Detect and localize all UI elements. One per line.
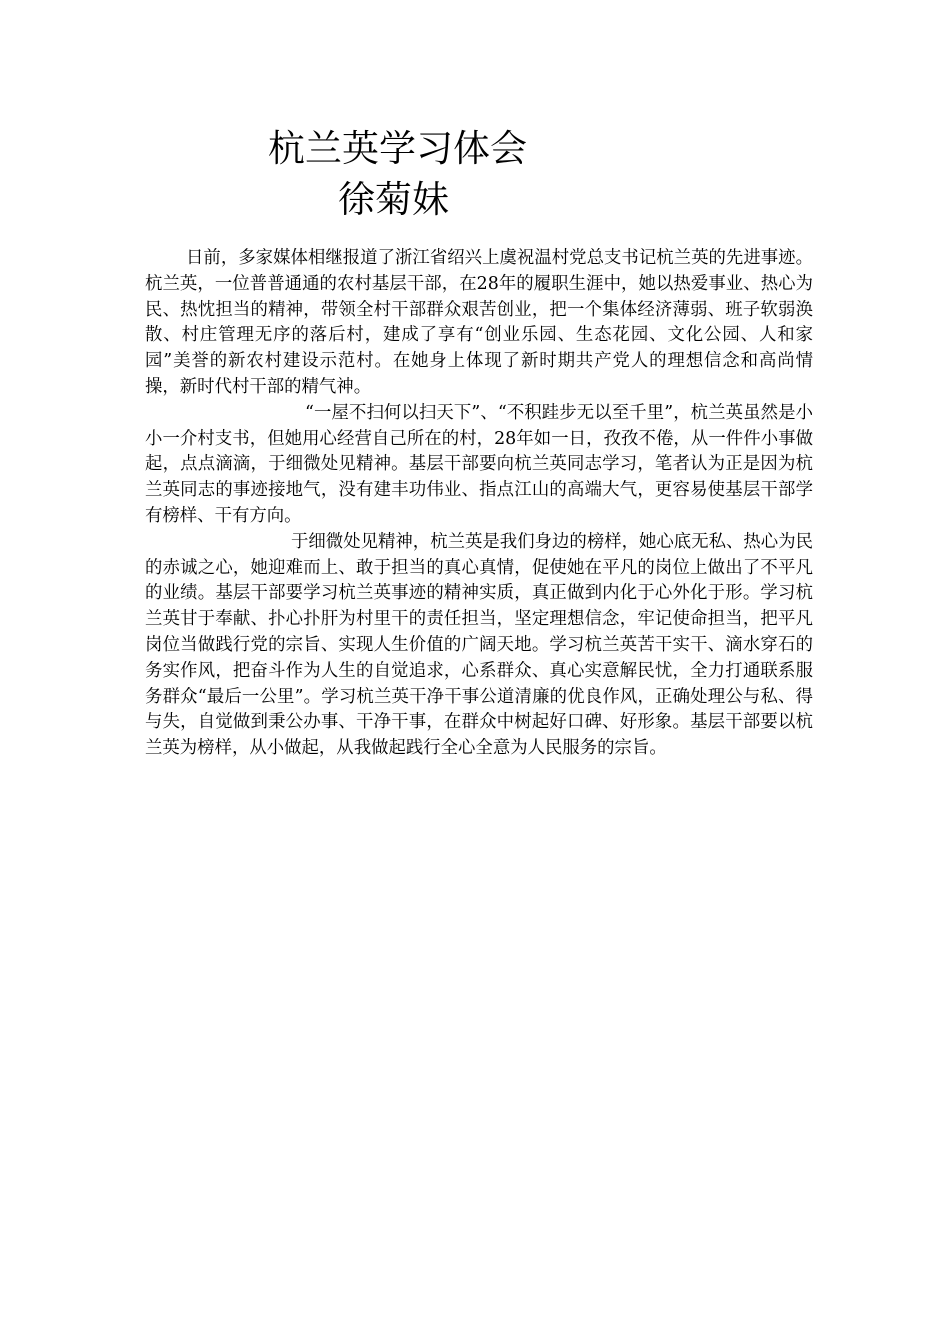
paragraph-3: 于细微处见精神，杭兰英是我们身边的榜样，她心底无私、热心为民的赤诚之心，她迎难而上、敢于担当的真心真情，促使她在平凡的岗位上做出了不平凡的业绩。基层干部要学习杭兰英事迹的精神实质，真正做到内化于心外化于形。学习杭兰英甘于奉献、扑心扑肝为村里干的责任担当，坚定理想信念，牢记使命担当，把平凡岗位当做践行党的宗旨、实现人生价值的广阔天地。学习杭兰英苦干实干、滴水穿石的务实作风，把奋斗作为人生的自觉追求，心系群众、真心实意解民忧，全力打通联系服务群众“最后一公里”。学习杭兰英干净干事公道清廉的优良作风，正确处理公与私、得与失，自觉做到秉公办事、干净干事，在群众中树起好口碑、好形象。基层干部要以杭兰英为榜样，从小做起，从我做起践行全心全意为人民服务的宗旨。 [145, 531, 813, 759]
paragraph-1: 日前，多家媒体相继报道了浙江省绍兴上虞祝温村党总支书记杭兰英的先进事迹。杭兰英，一位普普通通的农村基层干部，在28年的履职生涯中，她以热爱事业、热心为民、热忱担当的精神，带领全村干部群众艰苦创业，把一个集体经济薄弱、班子软弱涣散、村庄管理无序的落后村，建成了享有“创业乐园、生态花园、文化公园、人和家园”美誉的新农村建设示范村。在她身上体现了新时期共产党人的理想信念和高尚情操，新时代村干部的精气神。 [145, 248, 813, 397]
document-body [145, 246, 813, 762]
document-title: 杭兰英学习体会 [268, 127, 527, 170]
document-author: 徐菊妹 [338, 178, 449, 221]
paragraph-2: “一屋不扫何以扫天下”、“不积跬步无以至千里”，杭兰英虽然是小小一介村支书，但她用心经营自己所在的村，28年如一日，孜孜不倦，从一件件小事做起，点点滴滴，于细微处见精神。基层干部要向杭兰英同志学习，笔者认为正是因为杭兰英同志的事迹接地气，没有建丰功伟业、指点江山的高端大气，更容易使基层干部学有榜样、干有方向。 [145, 402, 813, 526]
